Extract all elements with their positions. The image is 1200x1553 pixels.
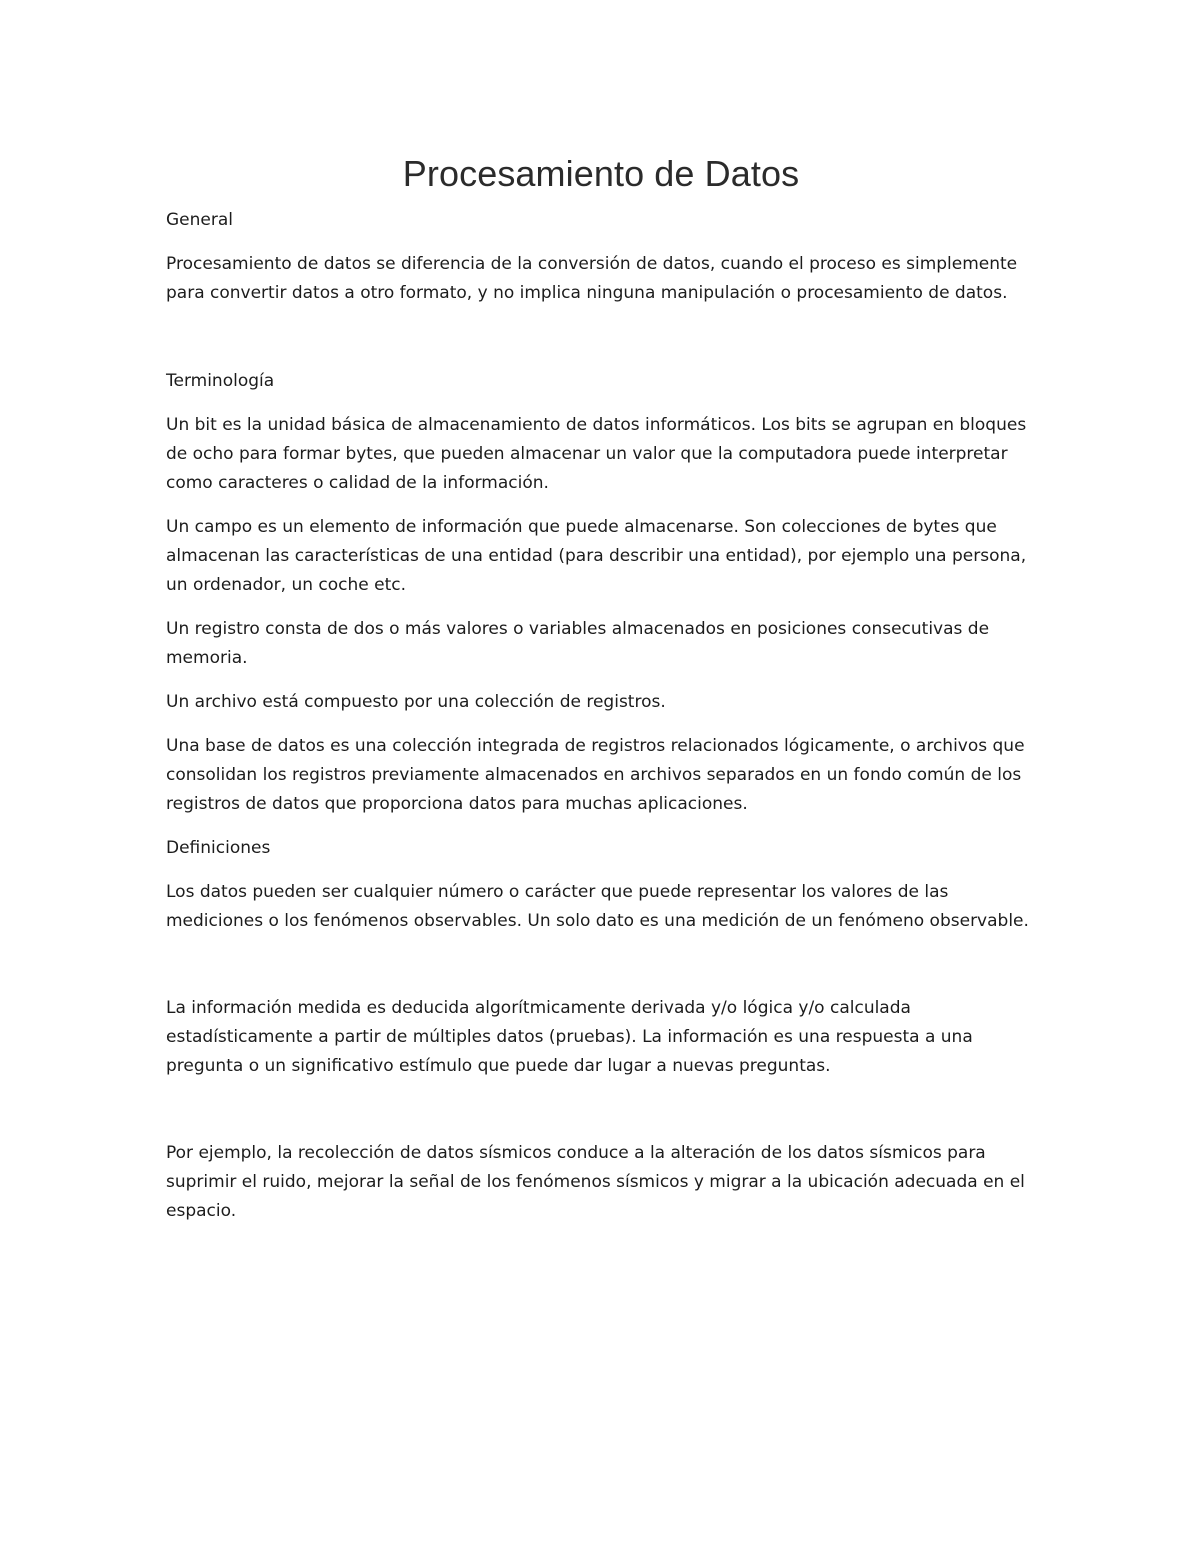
paragraph-definiciones-1: Los datos pueden ser cualquier número o carácter que puede representar los valores de las mediciones o los fenómenos observables. Un solo dato es una medición de un fenómeno observable. xyxy=(166,882,1029,931)
paragraph-terminologia-3: Un registro consta de dos o más valores o variables almacenados en posiciones consecutivas de memoria. xyxy=(166,619,990,668)
paragraph-terminologia-1: Un bit es la unidad básica de almacenamiento de datos informáticos. Los bits se agrupan en bloques de ocho para formar bytes, que pueden almacenar un valor que la computadora puede interpretar como caracteres o calidad de la información. xyxy=(166,415,1027,493)
paragraph-definiciones-2: La información medida es deducida algorítmicamente derivada y/o lógica y/o calculada estadísticamente a partir de múltiples datos (pruebas). La información es una respuesta a una pregunta o un significativo estímulo que puede dar lugar a nuevas preguntas. xyxy=(166,998,973,1076)
paragraph-terminologia-2: Un campo es un elemento de información que puede almacenarse. Son colecciones de bytes que almacenan las características de una entidad (para describir una entidad), por ejemplo una persona, un ordenador, un coche etc. xyxy=(166,517,1027,595)
page-title: Procesamiento de Datos xyxy=(402,153,800,194)
paragraph-terminologia-4: Un archivo está compuesto por una colección de registros. xyxy=(166,692,666,712)
section-heading-general: General xyxy=(166,210,233,230)
document-body xyxy=(166,150,1036,1226)
paragraph-terminologia-5: Una base de datos es una colección integrada de registros relacionados lógicamente, o archivos que consolidan los registros previamente almacenados en archivos separados en un fondo común de los registros de datos que proporciona datos para muchas aplicaciones. xyxy=(166,736,1025,814)
paragraph-definiciones-3: Por ejemplo, la recolección de datos sísmicos conduce a la alteración de los datos sísmicos para suprimir el ruido, mejorar la señal de los fenómenos sísmicos y migrar a la ubicación adecuada en el espacio. xyxy=(166,1143,1025,1221)
section-heading-definiciones: Definiciones xyxy=(166,838,271,858)
section-heading-terminologia: Terminología xyxy=(166,371,275,391)
paragraph-general-1: Procesamiento de datos se diferencia de la conversión de datos, cuando el proceso es simplemente para convertir datos a otro formato, y no implica ninguna manipulación o procesamiento de datos. xyxy=(166,254,1018,303)
